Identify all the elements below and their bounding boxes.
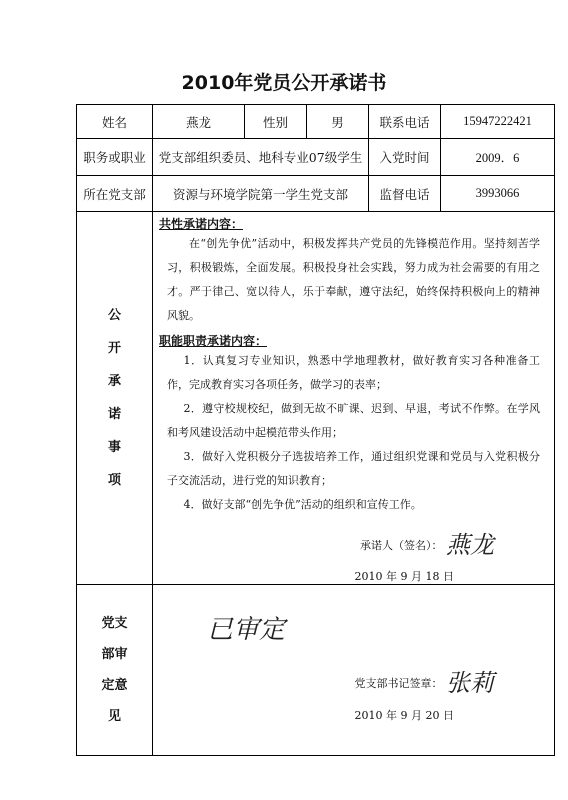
common-promise-title: 共性承诺内容： [159, 217, 244, 231]
review-handwriting: 已审定 [207, 615, 286, 645]
supervise-phone-value: 3993066 [441, 176, 555, 212]
promise-form-table [76, 104, 555, 756]
gender-value: 男 [307, 105, 369, 139]
duty-item-1: 1．认真复习专业知识，熟悉中学地理教材，做好教育实习各种准备工作，完成教育实习各项任务，做学习的表率； [167, 354, 540, 391]
row-review [77, 585, 555, 756]
review-date: 2010 年 9 月 20 日 [354, 709, 454, 722]
review-content [153, 585, 555, 756]
signer-signature: 燕龙 [446, 531, 494, 559]
branch-value: 资源与环境学院第一学生党支部 [153, 176, 369, 212]
review-section-label: 党支 部审 定意 见 [77, 585, 153, 756]
promise-section-label: 公 开 承 诺 事 项 [77, 212, 153, 585]
secretary-signature: 张莉 [446, 669, 494, 697]
common-promise-text: 在“创先争优”活动中，积极发挥共产党员的先锋模范作用。坚持刻苦学习，积极锻炼，全面发展。积极投身社会实践，努力成为社会需要的有用之才。严于律己、宽以待人，乐于奉献，遵守法纪，始终保持积极向上的精神风貌。 [167, 237, 540, 322]
row-branch [77, 176, 555, 212]
promise-date: 2010 年 9 月 18 日 [354, 570, 454, 583]
promise-content [153, 212, 555, 585]
join-date-label: 入党时间 [369, 139, 441, 176]
duty-item-4: 4．做好支部“创先争优”活动的组织和宣传工作。 [183, 498, 422, 511]
signer-label: 承诺人（签名）： [360, 539, 443, 552]
phone-value: 15947222421 [441, 105, 555, 139]
duty-item-2: 2．遵守校规校纪，做到无故不旷课、迟到、早退，考试不作弊。在学风和考风建设活动中起模范带头作用； [167, 402, 540, 439]
row-position [77, 139, 555, 176]
name-label: 姓名 [77, 105, 153, 139]
gender-label: 性别 [245, 105, 307, 139]
phone-label: 联系电话 [369, 105, 441, 139]
row-basic-info [77, 105, 555, 139]
name-value: 燕龙 [153, 105, 245, 139]
supervise-phone-label: 监督电话 [369, 176, 441, 212]
signer-line [153, 525, 554, 560]
duty-promise-title: 职能职责承诺内容： [159, 334, 268, 348]
position-value: 党支部组织委员、地科专业07级学生 [153, 139, 369, 176]
row-promise [77, 212, 555, 585]
duty-item-3: 3．做好入党积极分子选拔培养工作，通过组织党课和党员与入党积极分子交流活动，进行党的知识教育； [167, 450, 540, 487]
position-label: 职务或职业 [77, 139, 153, 176]
secretary-label: 党支部书记签章： [354, 677, 443, 690]
join-date-value: 2009．6 [441, 139, 555, 176]
branch-label: 所在党支部 [77, 176, 153, 212]
secretary-line [355, 663, 495, 698]
document-title: 2010年党员公开承诺书 [181, 72, 387, 94]
